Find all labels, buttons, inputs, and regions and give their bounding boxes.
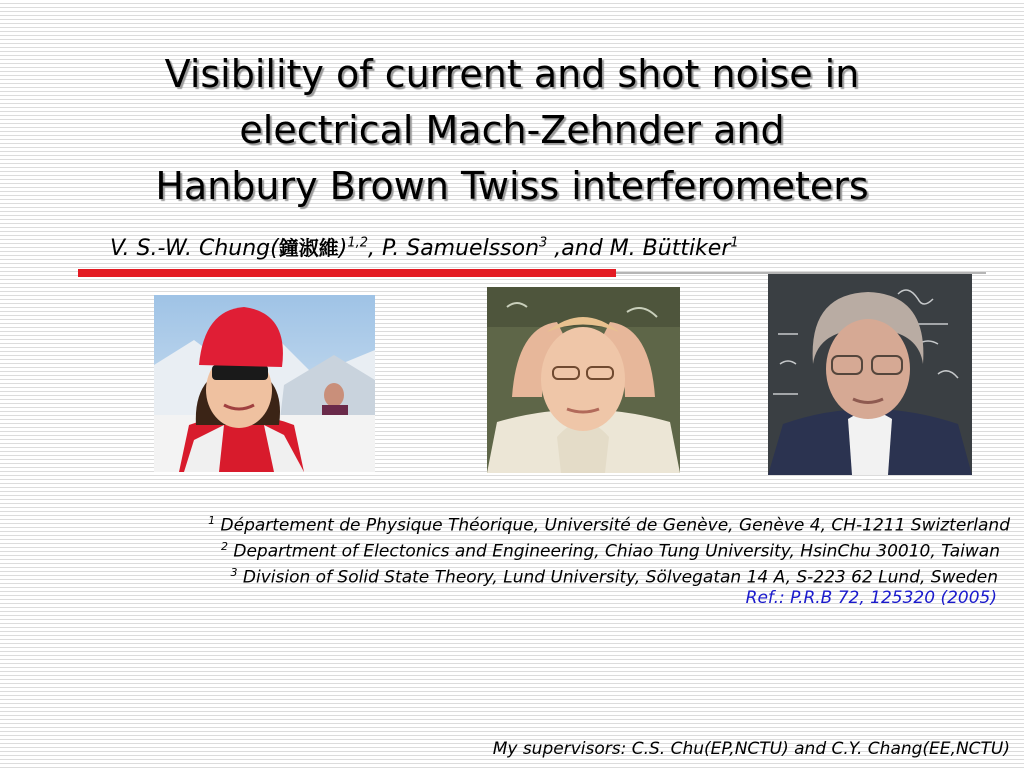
author-1-close-paren: )	[338, 236, 348, 261]
author-photo-buttiker	[768, 274, 972, 475]
author-1-affiliation-mark: 1,2	[347, 235, 368, 251]
affiliation-1-number: 1	[208, 514, 216, 527]
author-1-name: V. S.-W. Chung(	[110, 236, 279, 261]
title-divider-red	[78, 269, 616, 277]
slide-title	[0, 46, 1024, 214]
author-separator: ,	[368, 236, 382, 261]
reference-text: Ref.: P.R.B 72, 125320 (2005)	[745, 588, 997, 608]
author-photo-samuelsson	[487, 287, 680, 473]
author-photo-chung	[154, 295, 375, 472]
author-2-name: P. Samuelsson	[382, 236, 540, 261]
affiliation-1-text: Département de Physique Théorique, Université de Genève, Genève 4, CH-1211 Swizterland	[220, 515, 1010, 536]
title-line-1: Visibility of current and shot noise in	[164, 52, 860, 96]
author-line	[110, 232, 1010, 261]
reference-citation	[0, 586, 997, 611]
title-line-2: electrical Mach-Zehnder and	[239, 108, 785, 152]
author-2-affiliation-mark: 3	[539, 235, 548, 251]
title-line-3: Hanbury Brown Twiss interferometers	[155, 164, 869, 208]
author-3-name: M. Büttiker	[609, 236, 731, 261]
supervisors-note: My supervisors: C.S. Chu(EP,NCTU) and C.Y. Chang(EE,NCTU)	[492, 739, 1010, 759]
affiliation-3-number: 3	[230, 566, 238, 579]
affiliation-2-text: Department of Electonics and Engineering, Chiao Tung University, HsinChu 30010, Taiwan	[233, 541, 1000, 562]
author-separator-and: ,and	[547, 236, 610, 261]
affiliation-3-text: Division of Solid State Theory, Lund University, Sölvegatan 14 A, S-223 62 Lund, Sweden	[242, 567, 998, 588]
author-1-chinese-name: 鐘淑維	[278, 236, 339, 260]
author-3-affiliation-mark: 1	[730, 235, 739, 251]
affiliation-2-number: 2	[220, 540, 228, 553]
